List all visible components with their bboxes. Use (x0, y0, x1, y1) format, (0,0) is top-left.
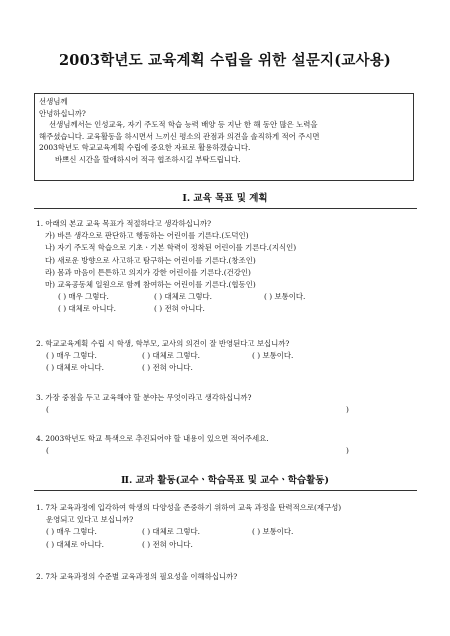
page-title: 2003학년도 교육계획 수립을 위한 설문지(교사용) (59, 52, 391, 69)
question-4 (36, 433, 349, 457)
answer-options-row (36, 350, 293, 362)
intro-greeting: 선생님께 (39, 97, 68, 106)
goal-item: 다) 새로운 방향으로 사고하고 탐구하는 어린이를 기른다.(창조인) (45, 255, 256, 265)
option-neutral[interactable]: ( ) 보통이다. (252, 351, 294, 361)
section2-question-1 (36, 502, 341, 551)
option-agree[interactable]: ( ) 대체로 그렇다. (142, 351, 201, 361)
option-strongly-disagree[interactable]: ( ) 전혀 아니다. (142, 363, 193, 373)
option-neutral[interactable]: ( ) 보통이다. (252, 527, 294, 537)
answer-options-row (36, 291, 305, 303)
answer-blank[interactable]: ( ) (46, 405, 349, 415)
intro-body-line: 바쁘신 시간을 할애하시어 적극 협조하시길 부탁드립니다. (55, 154, 241, 164)
option-neutral[interactable]: ( ) 보통이다. (264, 292, 306, 302)
intro-box (34, 93, 414, 181)
question-text: 2. 학교교육계획 수립 시 학생, 학부모, 교사의 의견이 잘 반영된다고 보십니까? (36, 339, 290, 348)
question-3 (36, 392, 349, 416)
answer-options-row (36, 303, 305, 315)
question-text: 2. 7차 교육과정의 수준별 교육과정의 필요성을 이해하십니까? (36, 572, 238, 581)
question-text: 4. 2003학년도 학교 특색으로 추진되어야 할 내용이 있으면 적어주세요. (36, 434, 269, 443)
intro-hello: 안녕하십니까? (39, 108, 86, 118)
question-text: 1. 7차 교육과정에 입각하여 학생의 다양성을 존중하기 위하여 교육 과정을 탄력적으로(재구성) (36, 503, 342, 512)
option-strongly-disagree[interactable]: ( ) 전혀 아니다. (154, 304, 205, 314)
goal-item: 나) 자기 주도적 학습으로 기초ㆍ기본 학력이 정착된 어린이를 기른다.(지식인) (45, 243, 297, 253)
option-strongly-disagree[interactable]: ( ) 전혀 아니다. (142, 539, 193, 549)
answer-options-row (36, 526, 341, 538)
answer-blank[interactable]: ( ) (46, 446, 349, 456)
option-disagree[interactable]: ( ) 대체로 아니다. (58, 304, 117, 314)
option-agree[interactable]: ( ) 대체로 그렇다. (154, 292, 213, 302)
option-strongly-agree[interactable]: ( ) 매우 그렇다. (46, 351, 97, 361)
section-heading-2: Ⅱ. 교과 활동(교수ㆍ학습목표 및 교수ㆍ학습활동) (121, 475, 329, 486)
intro-body-line: 선생님께서는 인성교육, 자기 주도적 학습 능력 배양 등 지난 한 해 동안 많은 노력을 (49, 120, 318, 130)
section-divider (34, 208, 417, 209)
option-agree[interactable]: ( ) 대체로 그렇다. (142, 527, 201, 537)
question-text: 1. 아래의 본교 교육 목표가 적절하다고 생각하십니까? (36, 219, 212, 228)
intro-body-line: 해주셨습니다. 교육활동을 하시면서 느끼신 평소의 관점과 의견을 솔직하게 적어 주시면 (39, 131, 320, 141)
question-text: 3. 가장 중점을 두고 교육해야 할 분야는 무엇이라고 생각하십니까? (36, 393, 252, 402)
answer-options-row (36, 362, 293, 374)
section2-question-2 (36, 571, 237, 583)
goal-item: 라) 몸과 마음이 튼튼하고 의지가 강한 어린이를 기른다.(건강인) (45, 267, 251, 277)
question-text-continued: 운영되고 있다고 보십니까? (46, 515, 134, 525)
intro-body-line: 2003학년도 학교교육계획 수립에 중요한 자료로 활용하겠습니다. (39, 143, 251, 153)
section-divider (34, 490, 417, 491)
goal-item: 마) 교육공동체 일원으로 함께 참여하는 어린이를 기른다.(협동인) (45, 280, 256, 290)
question-1 (36, 218, 305, 316)
option-disagree[interactable]: ( ) 대체로 아니다. (46, 363, 105, 373)
option-strongly-agree[interactable]: ( ) 매우 그렇다. (46, 527, 97, 537)
question-2 (36, 338, 293, 375)
option-disagree[interactable]: ( ) 대체로 아니다. (46, 539, 105, 549)
answer-options-row (36, 539, 341, 551)
section-heading-1: Ⅰ. 교육 목표 및 계획 (182, 193, 268, 204)
goal-item: 가) 바른 생각으로 판단하고 행동하는 어린이를 기른다.(도덕인) (45, 231, 249, 241)
option-strongly-agree[interactable]: ( ) 매우 그렇다. (58, 292, 109, 302)
